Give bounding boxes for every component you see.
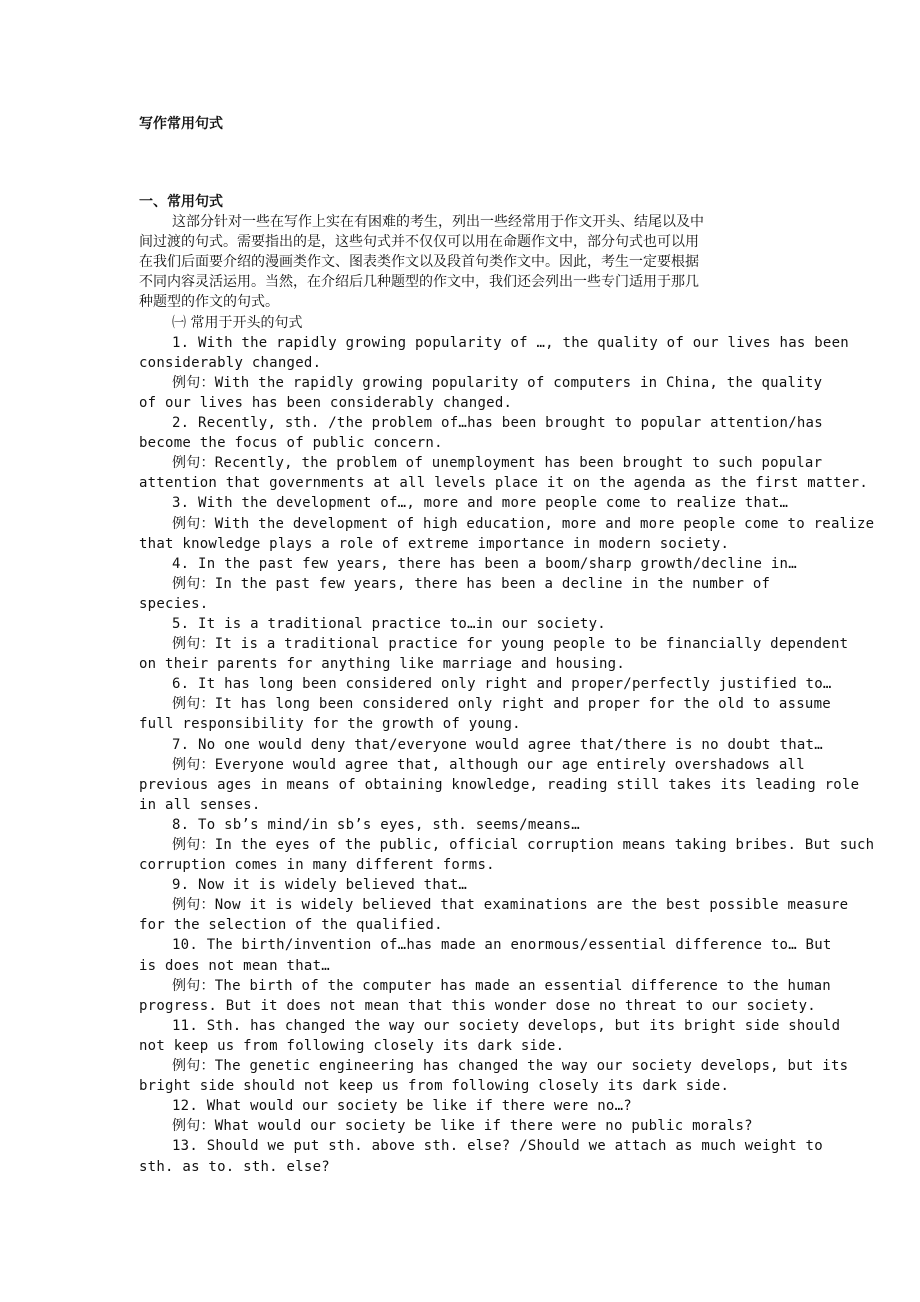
text-line: 例句：It has long been considered only right and proper for the old to assume xyxy=(172,696,831,713)
text-line: 例句：Recently, the problem of unemployment has been brought to such popular xyxy=(172,455,823,472)
text-line: considerably changed. xyxy=(139,354,322,371)
text-line: 11. Sth. has changed the way our society develops, but its bright side should xyxy=(172,1017,841,1034)
intro-line: 种题型的作文的句式。 xyxy=(139,294,279,311)
text-line: attention that governments at all levels place it on the agenda as the first matter. xyxy=(139,475,869,492)
text-line: 例句：With the development of high education, more and more people come to realize xyxy=(172,515,875,532)
text-line: full responsibility for the growth of young. xyxy=(139,716,521,733)
section-heading: 一、常用句式 xyxy=(139,194,223,210)
text-line: species. xyxy=(139,595,209,612)
text-line: 5. It is a traditional practice to…in our society. xyxy=(172,615,606,632)
document-title: 写作常用句式 xyxy=(139,116,223,132)
intro-line: 不同内容灵活运用。当然，在介绍后几种题型的作文中，我们还会列出一些专门适用于那几 xyxy=(139,274,699,291)
text-line: on their parents for anything like marriage and housing. xyxy=(139,656,626,673)
text-line: 2. Recently, sth. /the problem of…has been brought to popular attention/has xyxy=(172,415,823,432)
sentence-pattern-list xyxy=(139,333,875,1177)
text-line: 例句：The genetic engineering has changed the way our society develops, but its xyxy=(172,1058,849,1075)
text-line: bright side should not keep us from following closely its dark side. xyxy=(139,1078,730,1095)
text-line: become the focus of public concern. xyxy=(139,435,443,452)
text-line: 例句：The birth of the computer has made an essential difference to the human xyxy=(172,977,831,994)
text-line: that knowledge plays a role of extreme importance in modern society. xyxy=(139,535,730,552)
text-line: 例句：What would our society be like if there were no public morals? xyxy=(172,1118,753,1135)
text-line: progress. But it does not mean that this wonder dose no threat to our society. xyxy=(139,997,816,1014)
text-line: 7. No one would deny that/everyone would agree that/there is no doubt that… xyxy=(172,736,823,753)
intro-line: 在我们后面要介绍的漫画类作文、图表类作文以及段首句类作文中。因此，考生一定要根据 xyxy=(139,254,699,271)
subheading-opening-patterns: ㈠ 常用于开头的句式 xyxy=(172,314,303,331)
text-line: previous ages in means of obtaining knowledge, reading still takes its leading role xyxy=(139,776,860,793)
text-line: sth. as to. sth. else? xyxy=(139,1158,330,1175)
text-line: 3. With the development of…, more and more people come to realize that… xyxy=(172,495,789,512)
text-line: 例句：Now it is widely believed that examinations are the best possible measure xyxy=(172,897,849,914)
text-line: 12. What would our society be like if there were no…? xyxy=(172,1098,632,1115)
text-line: 例句：In the eyes of the public, official corruption means taking bribes. But such xyxy=(172,837,875,853)
text-line: in all senses. xyxy=(139,796,261,813)
text-line: 9. Now it is widely believed that… xyxy=(172,877,468,894)
intro-line: 间过渡的句式。需要指出的是，这些句式并不仅仅可以用在命题作文中，部分句式也可以用 xyxy=(139,234,699,251)
text-line: 6. It has long been considered only right and proper/perfectly justified to… xyxy=(172,676,832,693)
text-line: 例句：Everyone would agree that, although our age entirely overshadows all xyxy=(172,756,805,773)
document-body xyxy=(139,192,875,1177)
text-line: 例句：With the rapidly growing popularity of computers in China, the quality xyxy=(172,374,823,391)
text-line: for the selection of the qualified. xyxy=(139,917,443,934)
text-line: 1. With the rapidly growing popularity of …, the quality of our lives has been xyxy=(172,334,849,351)
text-line: 8. To sb’s mind/in sb’s eyes, sth. seems/means… xyxy=(172,816,580,833)
text-line: 4. In the past few years, there has been a boom/sharp growth/decline in… xyxy=(172,555,797,572)
intro-paragraph xyxy=(139,212,839,312)
text-line: corruption comes in many different forms. xyxy=(139,857,495,874)
text-line: 例句：In the past few years, there has been a decline in the number of xyxy=(172,575,771,592)
text-line: of our lives has been considerably changed. xyxy=(139,394,513,411)
text-line: 13. Should we put sth. above sth. else? /Should we attach as much weight to xyxy=(172,1138,823,1155)
text-line: 例句：It is a traditional practice for young people to be financially dependent xyxy=(172,636,849,653)
intro-line: 这部分针对一些在写作上实在有困难的考生，列出一些经常用于作文开头、结尾以及中 xyxy=(172,214,704,231)
text-line: 10. The birth/invention of…has made an enormous/essential difference to… But xyxy=(172,937,832,954)
text-line: not keep us from following closely its dark side. xyxy=(139,1037,565,1054)
text-line: is does not mean that… xyxy=(139,957,330,974)
